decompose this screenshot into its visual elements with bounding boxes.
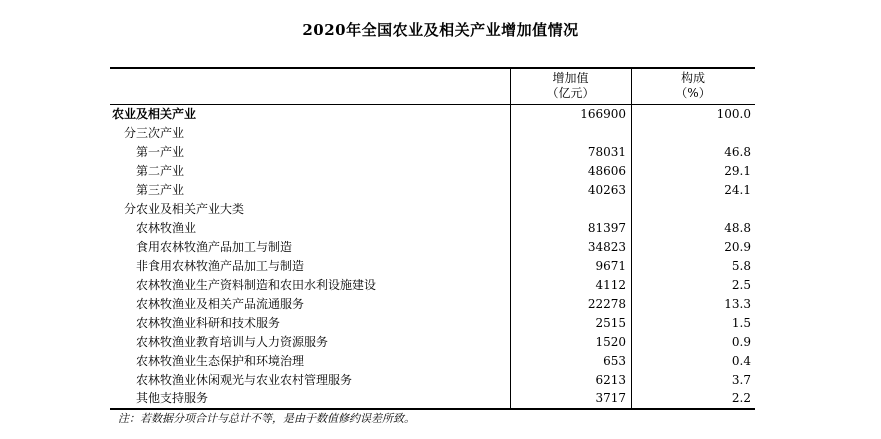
row-label: 食用农林牧渔产品加工与制造: [136, 240, 293, 254]
row-label: 第二产业: [136, 164, 185, 178]
row-share: 24.1: [724, 183, 751, 197]
row-value: 48606: [587, 164, 626, 178]
table-row: [110, 295, 755, 314]
row-share: 0.4: [731, 354, 751, 368]
row-value: 4112: [595, 278, 626, 292]
row-share: 1.5: [731, 316, 751, 330]
row-share: 20.9: [724, 240, 751, 254]
row-value: 6213: [595, 373, 626, 387]
row-value: 40263: [587, 183, 626, 197]
row-label: 农林牧渔业休闲观光与农业农村管理服务: [136, 373, 353, 387]
table-bottom-rule: [110, 408, 755, 410]
table-row: [110, 238, 755, 257]
row-value: 3717: [595, 391, 626, 405]
table-row: [110, 371, 755, 390]
header-value-column: [510, 71, 631, 101]
footnote: 注：若数据分项合计与总计不等，是由于数值修约误差所致。: [118, 412, 415, 425]
row-value: 1520: [595, 335, 626, 349]
row-share: 2.2: [731, 391, 751, 405]
row-label: 其他支持服务: [136, 391, 209, 405]
table-row: [110, 124, 755, 143]
row-label: 第三产业: [136, 183, 185, 197]
row-value: 22278: [587, 297, 626, 311]
row-share: 100.0: [716, 107, 751, 121]
table-top-rule: [110, 67, 755, 69]
row-value: 9671: [595, 259, 626, 273]
row-share: 0.9: [731, 335, 751, 349]
header-value-title: 增加值: [552, 71, 589, 85]
table-row: [110, 219, 755, 238]
table-row: [110, 143, 755, 162]
table-row: [110, 352, 755, 371]
row-share: 46.8: [724, 145, 751, 159]
row-label: 农林牧渔业教育培训与人力资源服务: [136, 335, 329, 349]
header-value-unit: （亿元）: [546, 86, 595, 100]
header-share-column: [631, 71, 755, 101]
row-label: 农林牧渔业生产资料制造和农田水利设施建设: [136, 278, 377, 292]
table-row: [110, 333, 755, 352]
header-share-unit: （%）: [675, 86, 711, 100]
row-value: 653: [603, 354, 626, 368]
row-share: 2.5: [731, 278, 751, 292]
header-share-title: 构成: [680, 71, 705, 85]
row-label: 分三次产业: [124, 126, 185, 140]
row-label: 第一产业: [136, 145, 185, 159]
row-value: 81397: [587, 221, 626, 235]
table-row: [110, 257, 755, 276]
row-share: 3.7: [731, 373, 751, 387]
row-label: 农林牧渔业: [136, 221, 197, 235]
row-share: 13.3: [724, 297, 751, 311]
row-label: 非食用农林牧渔产品加工与制造: [136, 259, 305, 273]
table-row: [110, 200, 755, 219]
table-row: [110, 276, 755, 295]
table-title: 2020年全国农业及相关产业增加值情况: [302, 21, 579, 39]
row-label: 农业及相关产业: [112, 107, 197, 121]
row-label: 农林牧渔业科研和技术服务: [136, 316, 281, 330]
table-row: [110, 162, 755, 181]
row-label: 农林牧渔业及相关产品流通服务: [136, 297, 305, 311]
table-row: [110, 389, 755, 408]
row-value: 78031: [587, 145, 626, 159]
row-share: 5.8: [731, 259, 751, 273]
row-value: 166900: [580, 107, 626, 121]
row-share: 29.1: [724, 164, 751, 178]
table-row: [110, 181, 755, 200]
row-label: 分农业及相关产业大类: [124, 202, 245, 216]
row-value: 34823: [587, 240, 626, 254]
table-row: [110, 314, 755, 333]
row-label: 农林牧渔业生态保护和环境治理: [136, 354, 305, 368]
table-row: [110, 105, 755, 124]
row-value: 2515: [595, 316, 626, 330]
row-share: 48.8: [724, 221, 751, 235]
